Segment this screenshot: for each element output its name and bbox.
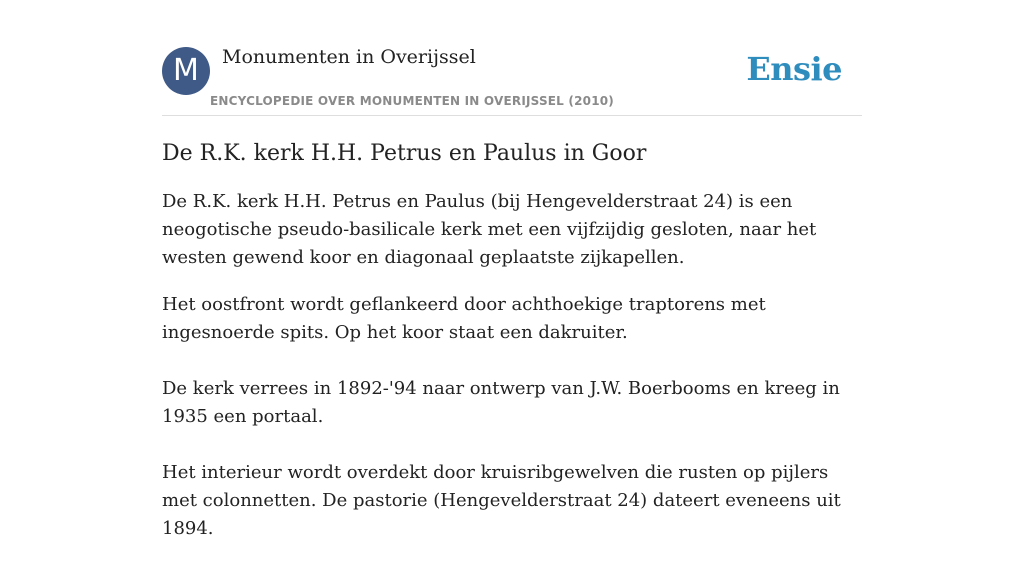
site-header <box>162 44 862 116</box>
site-title[interactable]: Monumenten in Overijssel <box>222 46 476 68</box>
header-divider <box>162 115 862 116</box>
article-title: De R.K. kerk H.H. Petrus en Paulus in Goor <box>162 141 647 166</box>
brand-logo[interactable]: Ensie <box>746 50 842 88</box>
article-paragraph: Het interieur wordt overdekt door kruisribgewelven die rusten op pijlers met colonnetten. De pastorie (Hengevelderstraat 24) dateert eveneens uit 1894. <box>162 462 841 539</box>
site-subtitle: ENCYCLOPEDIE OVER MONUMENTEN IN OVERIJSSEL (2010) <box>210 94 614 108</box>
article <box>162 138 862 562</box>
article-paragraph: De R.K. kerk H.H. Petrus en Paulus (bij Hengevelderstraat 24) is een neogotische pseudo-basilicale kerk met een vijfzijdig gesloten, naar het westen gewend koor en diagonaal geplaatste zijkapellen. <box>162 191 817 268</box>
article-paragraph: Het oostfront wordt geflankeerd door achthoekige traptorens met ingesnoerde spits. Op het koor staat een dakruiter. <box>162 294 766 343</box>
avatar[interactable]: M <box>162 47 210 95</box>
article-paragraph: De kerk verrees in 1892-'94 naar ontwerp van J.W. Boerbooms en kreeg in 1935 een portaal. <box>162 378 840 427</box>
